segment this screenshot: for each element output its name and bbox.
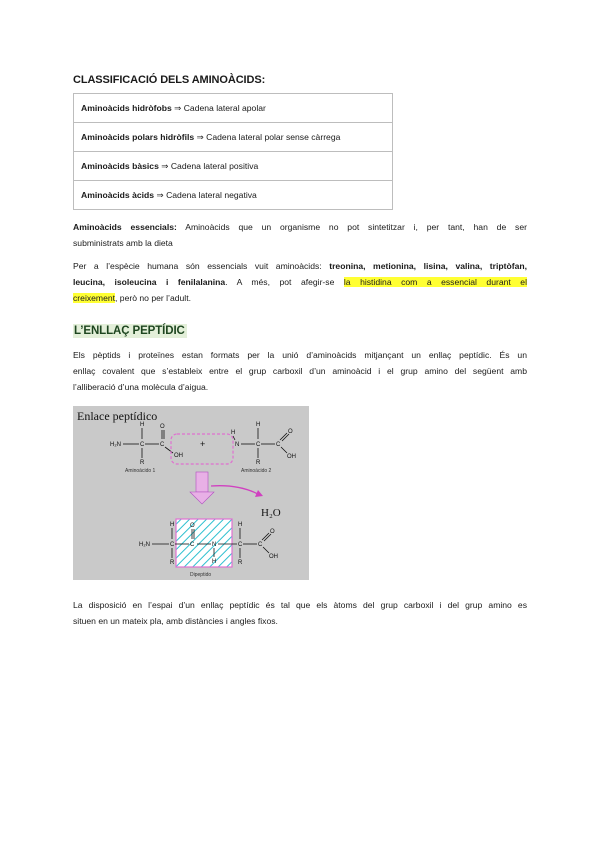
arrow-icon: ⇒ bbox=[174, 102, 182, 113]
svg-text:O: O bbox=[270, 529, 275, 535]
row-term: Aminoàcids polars hidròfils bbox=[81, 131, 195, 142]
water-label: H₂O bbox=[261, 507, 281, 519]
svg-text:R: R bbox=[238, 560, 243, 566]
essential-definition: Aminoàcids essencials: Aminoàcids que un organisme no pot sintetitzar i, per tant, han de ser subministrats amb la dieta bbox=[73, 222, 527, 248]
svg-text:C: C bbox=[190, 542, 195, 548]
aminoacid-1-label: Aminoácido 1 bbox=[125, 468, 156, 474]
svg-text:C: C bbox=[170, 542, 175, 548]
svg-text:C: C bbox=[238, 542, 243, 548]
svg-text:H: H bbox=[231, 430, 236, 436]
classification-table bbox=[73, 93, 393, 210]
water-arrow-icon bbox=[211, 486, 258, 494]
section-title-peptide-bond: L’ENLLAÇ PEPTÍDIC bbox=[74, 325, 185, 337]
svg-text:N: N bbox=[212, 542, 217, 548]
down-arrow-icon bbox=[196, 472, 208, 492]
svg-text:C: C bbox=[276, 442, 281, 448]
arrow-icon: ⇒ bbox=[196, 131, 204, 142]
svg-text:C: C bbox=[256, 442, 261, 448]
svg-text:OH: OH bbox=[174, 453, 183, 459]
table-row bbox=[74, 181, 393, 210]
plus-sign: + bbox=[200, 439, 206, 449]
table-row bbox=[74, 152, 393, 181]
highlight: la histidina com a essencial durant el bbox=[343, 277, 527, 287]
row-term: Aminoàcids àcids bbox=[81, 189, 155, 200]
svg-text:OH: OH bbox=[269, 554, 278, 560]
down-arrow-head-icon bbox=[190, 492, 214, 504]
peptide-bond-figure bbox=[73, 406, 309, 580]
svg-text:R: R bbox=[140, 460, 145, 466]
svg-text:H: H bbox=[256, 422, 261, 428]
svg-text:O: O bbox=[288, 429, 293, 435]
peptide-paragraph: Els pèptids i proteïnes estan formats per la unió d’aminoàcids mitjançant un enllaç peptídic. És un enllaç covalent que s’estableix entre el grup carboxil d’un aminoàcid i el grup amino del següent amb l’alliberació d’una molècula d’aigua. bbox=[73, 350, 527, 392]
svg-text:H: H bbox=[212, 559, 217, 565]
svg-text:R: R bbox=[256, 460, 261, 466]
svg-text:H₂N: H₂N bbox=[110, 442, 121, 448]
svg-text:OH: OH bbox=[287, 454, 296, 460]
row-desc: Cadena lateral positiva bbox=[170, 160, 259, 171]
svg-text:C: C bbox=[140, 442, 145, 448]
svg-text:H₂N: H₂N bbox=[139, 542, 150, 548]
svg-text:C: C bbox=[160, 442, 165, 448]
arrow-icon: ⇒ bbox=[161, 160, 169, 171]
highlight: creixement bbox=[73, 293, 116, 303]
aminoacid-2-label: Aminoácido 2 bbox=[241, 468, 272, 474]
arrow-icon: ⇒ bbox=[156, 189, 164, 200]
svg-text:O: O bbox=[160, 424, 165, 430]
svg-text:N: N bbox=[235, 442, 240, 448]
row-term: Aminoàcids bàsics bbox=[81, 160, 159, 171]
table-row bbox=[74, 94, 393, 123]
human-essential-paragraph: Per a l’espècie humana són essencials vuit aminoàcids: treonina, metionina, lisina, valina, triptòfan, leucina, isoleucina i fenilalanina. A més, pot afegir-se la histidina com a essencial durant el creixement, però no per l’adult. bbox=[73, 261, 527, 303]
svg-text:R: R bbox=[170, 560, 175, 566]
classification-heading: CLASSIFICACIÓ DELS AMINOÀCIDS: bbox=[73, 74, 266, 86]
row-desc: Cadena lateral apolar bbox=[183, 102, 266, 113]
peptide-bond-box bbox=[176, 519, 232, 567]
dipeptide-label: Dipeptido bbox=[190, 572, 212, 578]
table-row bbox=[74, 123, 393, 152]
figure-title: Enlace peptídico bbox=[77, 409, 158, 423]
svg-text:H: H bbox=[238, 522, 243, 528]
row-desc: Cadena lateral negativa bbox=[166, 189, 257, 200]
svg-text:H: H bbox=[170, 522, 175, 528]
svg-text:O: O bbox=[190, 523, 195, 529]
row-desc: Cadena lateral polar sense càrrega bbox=[206, 131, 341, 142]
svg-text:C: C bbox=[258, 542, 263, 548]
peptide-plane-paragraph: La disposició en l’espai d’un enllaç peptídic és tal que els àtoms del grup carboxil i del grup amino es situen en un mateix pla, amb distàncies i angles fixos. bbox=[73, 600, 527, 626]
svg-text:H: H bbox=[140, 422, 145, 428]
row-term: Aminoàcids hidròfobs bbox=[81, 102, 172, 113]
